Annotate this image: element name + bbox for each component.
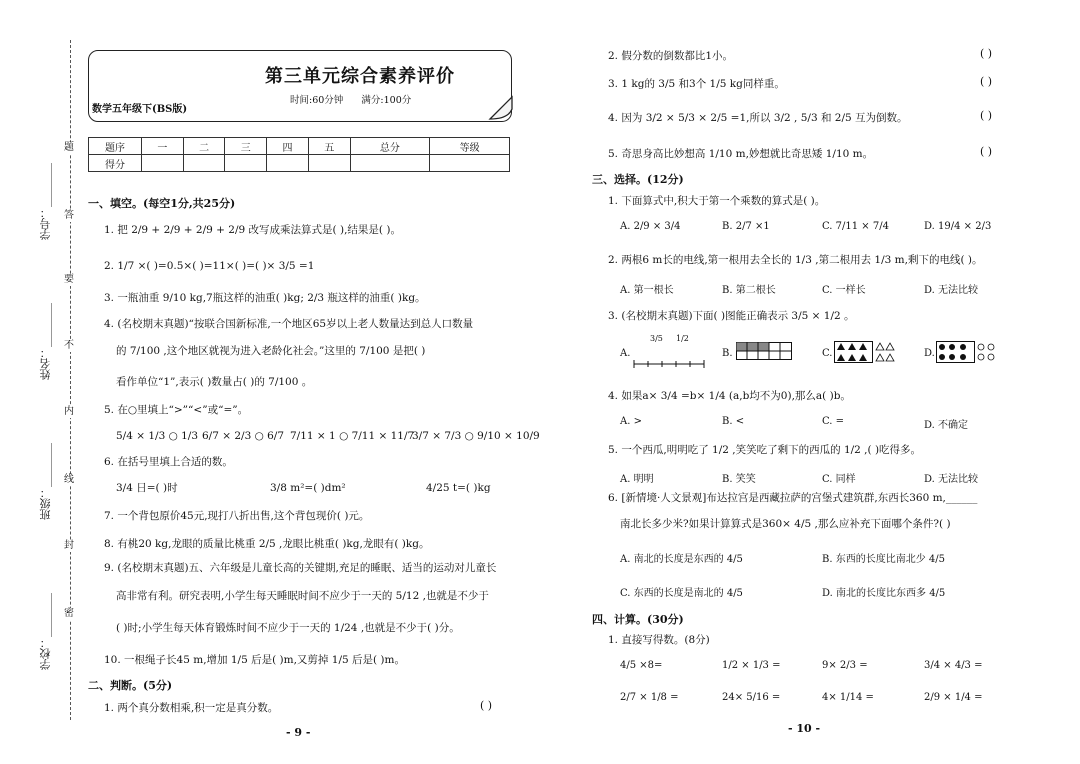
question-10: 10. 一根绳子长45 m,增加 1/5 后是( )m,又剪掉 1/5 后是( )m。 — [104, 654, 405, 666]
choice-option[interactable]: C. 东西的长度是南北的 4/5 — [620, 588, 743, 599]
choice-4: 4. 如果a× 3/4 =b× 1/4 (a,b均不为0),那么a( )b。 — [608, 390, 851, 402]
choice-option[interactable]: C. 一样长 — [822, 285, 866, 296]
page-number: - 9 - — [286, 726, 311, 739]
choice-option[interactable]: D. — [924, 348, 935, 359]
choice-6-line2: 南北长多少米?如果计算算式是360× 4/5 ,那么应补充下面哪个条件?( ) — [620, 518, 951, 530]
choice-option[interactable]: D. 南北的长度比东西多 4/5 — [822, 588, 946, 599]
cut-word: 封 — [64, 540, 74, 551]
score-cell[interactable] — [142, 155, 184, 172]
answer-paren[interactable]: ( ) — [980, 75, 993, 88]
question-4-line1: 4. (名校期末真题)“按联合国新标准,一个地区65岁以上老人数量达到总人口数量 — [104, 318, 474, 330]
score-cell[interactable] — [430, 155, 510, 172]
choice-option[interactable]: A. 2/9 × 3/4 — [620, 221, 681, 232]
calc-item[interactable]: 24× 5/16 = — [722, 692, 781, 703]
score-header: 四 — [267, 138, 309, 155]
score-table — [88, 137, 510, 172]
grade-info: 数学五年级下(BS版) — [92, 104, 188, 115]
shaded-rectangle-figure — [736, 342, 792, 360]
question-2: 2. 1/7 ×( )=0.5×( )=11×( )=( )× 3/5 =1 — [104, 260, 315, 272]
cut-word: 密 — [64, 608, 74, 619]
choice-5: 5. 一个西瓜,明明吃了 1/2 ,笑笑吃了剩下的西瓜的 1/2 ,( )吃得多。 — [608, 444, 922, 456]
judge-5: 5. 奇思身高比妙想高 1/10 m,妙想就比奇思矮 1/10 m。 — [608, 148, 874, 160]
choice-option[interactable]: C. — [822, 348, 833, 359]
question-4-line2: 的 7/100 ,这个地区就视为进入老龄化社会。”这里的 7/100 是把( ) — [116, 345, 426, 357]
judge-3: 3. 1 kg的 3/5 和3个 1/5 kg同样重。 — [608, 78, 785, 90]
score-header: 二 — [183, 138, 225, 155]
choice-option[interactable]: D. 无法比较 — [924, 474, 979, 485]
score-cell[interactable] — [225, 155, 267, 172]
choice-option[interactable]: B. 笑笑 — [722, 474, 756, 485]
question-6: 6. 在括号里填上合适的数。 — [104, 456, 233, 468]
score-cell[interactable] — [267, 155, 309, 172]
choice-option[interactable]: C. 7/11 × 7/4 — [822, 221, 889, 232]
compare-item: 6/7 × 2/3 ○ 6/7 — [202, 430, 285, 442]
section-judge: 二、判断。(5分) — [88, 679, 173, 692]
compare-item: 3/7 × 7/3 ○ 9/10 × 10/9 — [412, 430, 540, 442]
choice-option[interactable]: B. — [722, 348, 733, 359]
name-field[interactable]: 姓名：________ — [39, 303, 52, 380]
calc-item[interactable]: 1/2 × 1/3 = — [722, 660, 781, 671]
choice-option[interactable]: C. = — [822, 416, 845, 427]
convert-item: 4/25 t=( )kg — [426, 482, 491, 494]
choice-2: 2. 两根6 m长的电线,第一根用去全长的 1/3 ,第二根用去 1/3 m,剩下的电线( )。 — [608, 254, 983, 266]
question-9-line1: 9. (名校期末真题)五、六年级是儿童长高的关键期,充足的睡眠、适当的运动对儿童长 — [104, 562, 497, 574]
choice-option[interactable]: D. 不确定 — [924, 420, 969, 431]
score-header: 总分 — [350, 138, 430, 155]
judge-2: 2. 假分数的倒数都比1小。 — [608, 50, 734, 62]
calc-item[interactable]: 9× 2/3 = — [822, 660, 868, 671]
number-line-figure — [632, 336, 706, 370]
section-fill-in: 一、填空。(每空1分,共25分) — [88, 197, 236, 210]
cut-word: 不 — [64, 340, 74, 351]
score-label: 得分 — [89, 155, 142, 172]
section-calc: 四、计算。(30分) — [592, 613, 684, 626]
judge-1: 1. 两个真分数相乘,积一定是真分数。 — [104, 702, 279, 714]
question-9-line2: 高非常有利。研究表明,小学生每天睡眠时间不应少于一天的 5/12 ,也就是不少于 — [116, 590, 489, 602]
binding-strip — [0, 0, 84, 764]
time-info: 时间:60分钟 满分:100分 — [290, 95, 412, 106]
score-header: 等级 — [430, 138, 510, 155]
right-page — [540, 0, 1080, 764]
choice-1: 1. 下面算式中,积大于第一个乘数的算式是( )。 — [608, 195, 826, 207]
calc-item[interactable]: 4× 1/14 = — [822, 692, 874, 703]
calc-item[interactable]: 3/4 × 4/3 = — [924, 660, 983, 671]
choice-option[interactable]: B. < — [722, 416, 745, 427]
cut-word: 答 — [64, 210, 74, 221]
score-cell[interactable] — [350, 155, 430, 172]
answer-paren[interactable]: ( ) — [980, 47, 993, 60]
question-3: 3. 一瓶油重 9/10 kg,7瓶这样的油重( )kg; 2/3 瓶这样的油重( )kg。 — [104, 292, 426, 304]
choice-3: 3. (名校期末真题)下面( )图能正确表示 3/5 × 1/2 。 — [608, 310, 855, 322]
figure-label: 1/2 — [676, 334, 689, 343]
score-header: 一 — [142, 138, 184, 155]
choice-option[interactable]: B. 2/7 ×1 — [722, 221, 770, 232]
question-5: 5. 在○里填上“>”“<”或“=”。 — [104, 404, 249, 416]
figure-label: 3/5 — [650, 334, 663, 343]
calc-1: 1. 直接写得数。(8分) — [608, 634, 710, 646]
triangles-figure — [834, 341, 896, 363]
student-id-field[interactable]: 学号：________ — [39, 163, 52, 240]
question-8: 8. 有桃20 kg,龙眼的质量比桃重 2/5 ,龙眼比桃重( )kg,龙眼有( )kg。 — [104, 538, 430, 550]
choice-option[interactable]: C. 同样 — [822, 474, 856, 485]
page-title: 第三单元综合素养评价 — [265, 66, 455, 87]
calc-item[interactable]: 2/7 × 1/8 = — [620, 692, 679, 703]
question-1: 1. 把 2/9 + 2/9 + 2/9 + 2/9 改写成乘法算式是( ),结果是( )。 — [104, 224, 401, 236]
page-curl-icon — [488, 95, 514, 121]
question-7: 7. 一个背包原价45元,现打八折出售,这个背包现价( )元。 — [104, 510, 370, 522]
compare-item: 7/11 × 1 ○ 7/11 × 11/7 — [290, 430, 415, 442]
choice-option[interactable]: D. 19/4 × 2/3 — [924, 221, 992, 232]
choice-6-line1: 6. [新情境·人文景观]布达拉宫是西藏拉萨的宫堡式建筑群,东西长360 m,______ — [608, 492, 978, 504]
question-9-line3: ( )时;小学生每天体育锻炼时间不应少于一天的 1/24 ,也就是不少于( )分。 — [116, 622, 460, 634]
dots-figure — [936, 341, 998, 363]
choice-option[interactable]: A. 明明 — [620, 474, 654, 485]
answer-paren[interactable]: ( ) — [980, 109, 993, 122]
score-header: 题序 — [89, 138, 142, 155]
choice-option[interactable]: A. 南北的长度是东西的 4/5 — [620, 554, 743, 565]
answer-paren[interactable]: ( ) — [480, 699, 493, 712]
choice-option[interactable]: A. 第一根长 — [620, 285, 674, 296]
section-choice: 三、选择。(12分) — [592, 173, 684, 186]
question-4-line3: 看作单位“1”,表示( )数量占( )的 7/100 。 — [116, 376, 313, 388]
convert-item: 3/4 日=( )时 — [116, 482, 178, 494]
school-field[interactable]: 学校：________ — [39, 593, 52, 670]
convert-item: 3/8 m²=( )dm² — [270, 482, 346, 494]
cut-word: 线 — [64, 474, 74, 485]
score-cell[interactable] — [183, 155, 225, 172]
cut-word: 内 — [64, 406, 74, 417]
score-header: 三 — [225, 138, 267, 155]
score-header: 五 — [308, 138, 350, 155]
choice-option[interactable]: A. > — [620, 416, 642, 427]
class-field[interactable]: 班级：________ — [39, 443, 52, 520]
score-cell[interactable] — [308, 155, 350, 172]
answer-paren[interactable]: ( ) — [980, 145, 993, 158]
compare-item: 5/4 × 1/3 ○ 1/3 — [116, 430, 199, 442]
choice-option[interactable]: D. 无法比较 — [924, 285, 979, 296]
judge-4: 4. 因为 3/2 × 5/3 × 2/5 =1,所以 3/2 , 5/3 和 2/5 互为倒数。 — [608, 112, 908, 124]
choice-option[interactable]: B. 东西的长度比南北少 4/5 — [822, 554, 945, 565]
cut-word: 题 — [64, 142, 74, 153]
calc-item[interactable]: 2/9 × 1/4 = — [924, 692, 983, 703]
cut-word: 要 — [64, 274, 74, 285]
page-number: - 10 - — [788, 722, 821, 735]
calc-item[interactable]: 4/5 ×8= — [620, 660, 663, 671]
choice-option[interactable]: B. 第二根长 — [722, 285, 776, 296]
choice-option[interactable]: A. — [620, 348, 631, 359]
